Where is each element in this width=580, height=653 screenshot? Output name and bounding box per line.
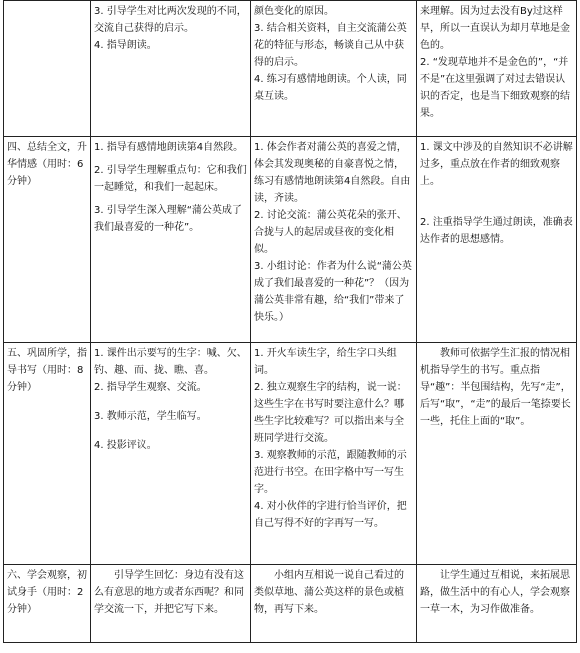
student-step: 3. 小组讨论：作者为什么说“蒲公英成了我们最喜爱的一种花”？（因为蒲公英非常有趣，给“我们”带来了快乐。）: [254, 261, 412, 323]
student-step: 4. 对小伙伴的字进行恰当评价，把自己写得不好的字再写一写。: [254, 501, 407, 529]
note-text: 来理解。因为过去没有By过这样早，所以一直误认为却月草地是金色的。: [420, 6, 570, 51]
notes-cell: [417, 137, 577, 343]
table-row: [4, 343, 577, 565]
teacher-step: 3. 引导学生对比两次发现的不同，交流自己获得的启示。: [94, 6, 247, 34]
student-step: 2. 讨论交流：蒲公英花朵的张开、合拢与人的起居或昼夜的变化相似。: [254, 210, 407, 255]
stage-cell: 六、学会观察，初试身手（用时：2分钟）: [4, 565, 91, 643]
teacher-step: 1. 指导有感情地朗读第4自然段。: [94, 142, 244, 153]
note-text: 1. 课文中涉及的自然知识不必讲解过多，重点放在作者的细致观察上。: [420, 142, 573, 187]
table-row: [4, 565, 577, 643]
stage-cell: [4, 1, 91, 137]
notes-cell: [417, 1, 577, 137]
table-row: [4, 1, 577, 137]
teacher-step: 3. 引导学生深入理解“蒲公英成了我们最喜爱的一种花”。: [94, 205, 242, 233]
notes-cell: [417, 565, 577, 643]
student-step: 颜色变化的原因。: [254, 6, 334, 17]
note-text: 教师可依据学生汇报的情况相机指导学生的书写。重点指导“趣”：半包围结构，先写“走”，后写“取”，“走”的最后一笔捺要长一些，托住上面的“取”。: [420, 348, 571, 427]
student-step: 4. 练习有感情地朗读。个人读，同桌互读。: [254, 74, 407, 102]
teacher-step: 1. 课件出示要写的生字：喊、欠、钓、趣、而、拢、瞧、喜。: [94, 348, 247, 376]
teacher-step: 2. 引导学生理解重点句：它和我们一起睡觉，和我们一起起床。: [94, 165, 247, 193]
student-activity-cell: [251, 343, 417, 565]
student-activity-cell: [251, 137, 417, 343]
teacher-activity-cell: [91, 137, 251, 343]
student-step: 1. 开火车读生字，给生字口头组词。: [254, 348, 397, 376]
student-step: 3. 结合相关资料，自主交流蒲公英花的特征与形态，畅谈自己从中获得的启示。: [254, 23, 407, 68]
teacher-step: 4. 投影评议。: [94, 440, 157, 451]
student-step: 2. 独立观察生字的结构，说一说：这些生字在书写时要注意什么？哪些生字比较难写？可以指出来与全班同学进行交流。: [254, 382, 407, 444]
notes-cell: [417, 343, 577, 565]
teacher-activity-cell: [91, 343, 251, 565]
stage-cell: 四、总结全文，升华情感（用时：6分钟）: [4, 137, 91, 343]
teacher-step: 4. 指导朗读。: [94, 40, 157, 51]
student-step: 小组内互相说一说自己看过的类似草地、蒲公英这样的景色或植物，再写下来。: [254, 570, 404, 615]
student-activity-cell: [251, 565, 417, 643]
teacher-activity-cell: [91, 565, 251, 643]
note-text: 2. “发现草地并不是金色的”，“并不是”在这里强调了对过去错误认识的否定，也是当下细致观察的结果。: [420, 57, 570, 119]
student-step: 1. 体会作者对蒲公英的喜爱之情，体会其发现奥秘的自豪喜悦之情，练习有感情地朗读第4自然段。自由读，齐读。: [254, 142, 411, 204]
teacher-activity-cell: [91, 1, 251, 137]
lesson-plan-table: [3, 0, 577, 643]
note-text: 2. 注重指导学生通过朗读，准确表达作者的思想感情。: [420, 217, 573, 245]
teacher-step: 3. 教师示范，学生临写。: [94, 411, 207, 422]
teacher-step: 引导学生回忆：身边有没有这么有意思的地方或者东西呢？和同学交流一下，并把它写下来。: [94, 570, 244, 615]
student-activity-cell: [251, 1, 417, 137]
student-step: 3. 观察教师的示范，跟随教师的示范进行书空。在田字格中写一写生字。: [254, 450, 407, 495]
table-row: [4, 137, 577, 343]
teacher-step: 2. 指导学生观察、交流。: [94, 382, 207, 393]
note-text: 让学生通过互相说，来拓展思路，做生活中的有心人，学会观察一草一木，为习作做准备。: [420, 570, 570, 615]
stage-cell: 五、巩固所学，指导书写（用时：8分钟）: [4, 343, 91, 565]
